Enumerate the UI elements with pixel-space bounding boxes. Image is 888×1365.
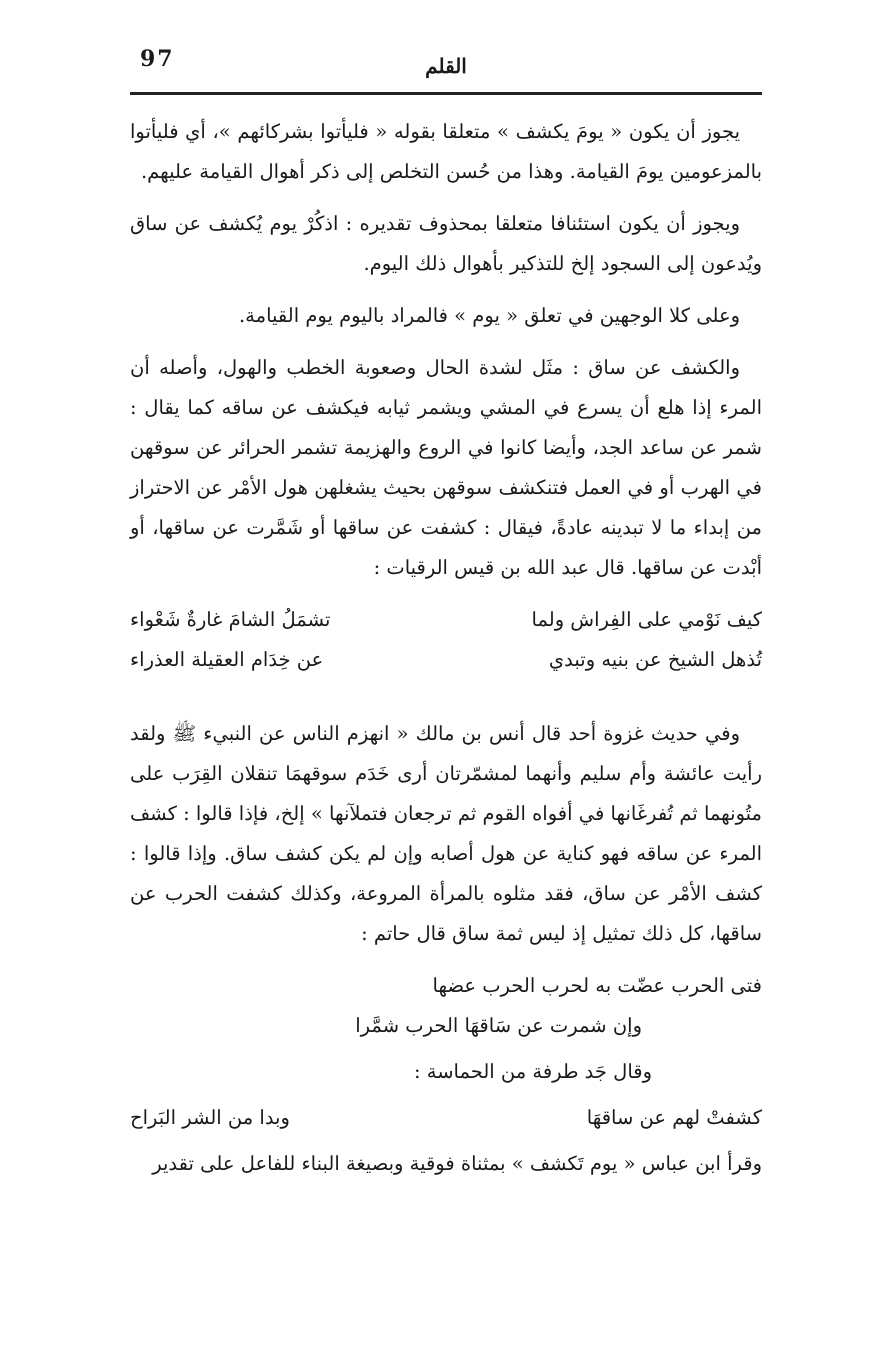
verse-second-hemistich: عن خِدَام العقيلة العذراء bbox=[130, 648, 324, 671]
intro-tarafa: وقال جَد طرفة من الحماسة : bbox=[414, 1060, 652, 1083]
paragraph-2: ويجوز أن يكون استئنافا متعلقا بمحذوف تقديره : اذكُرْ يوم يُكشف عن ساق ويُدعون إلى السجود إلخ للتذكير بأهوال ذلك اليوم. bbox=[130, 212, 762, 275]
header-rule bbox=[130, 92, 762, 95]
running-title: القلم bbox=[425, 54, 467, 78]
page-body bbox=[130, 112, 762, 1184]
last-line: وقرأ ابن عباس « يوم تَكشف » بمثناة فوقية وبصيغة البناء للفاعل على تقدير bbox=[152, 1152, 762, 1175]
page-header bbox=[130, 40, 762, 96]
book-page bbox=[130, 40, 762, 1340]
verse-line bbox=[130, 600, 762, 640]
verse-first-hemistich: تُذهل الشيخ عن بنيه وتبدي bbox=[548, 648, 762, 671]
paragraph-4: والكشف عن ساق : مثَل لشدة الحال وصعوبة الخطب والهول، وأصله أن المرء إذا هلع أن يسرع في المشي ويشمر ثيابه فيكشف عن ساقه كما يقال : شمر عن ساعد الجد، وأيضا كانوا في الروع والهزيمة تشمر الحرائر عن سوقهن في الهرب أو في العمل فتنكشف سوقهن بحيث يشغلهن هول الأمْر عن الاحتراز من إبداء ما لا تبدينه عادةً، فيقال : كشفت عن ساقها أو شَمَّرت عن ساقها، أو أبْدت عن ساقها. قال عبد الله بن قيس الرقيات : bbox=[130, 356, 762, 579]
verse-first-hemistich: كيف نَوْمي على الفِراش ولما bbox=[531, 608, 762, 631]
paragraph-3: وعلى كلا الوجهين في تعلق « يوم » فالمراد باليوم يوم القيامة. bbox=[238, 304, 740, 327]
verse-second-hemistich: وبدا من الشر البَراح bbox=[130, 1106, 290, 1129]
paragraph-hadith: وفي حديث غزوة أحد قال أنس بن مالك « انهزم الناس عن النبيء ﷺ ولقد رأيت عائشة وأم سليم وأنهما لمشمّرتان أرى خَدَم سوقهمَا تنقلان القِرَب على متُونهما ثم تُفرغَانها في أفواه القوم ثم ترجعان فتملآنها » إلخ، فإذا قالوا : كشف المرء عن ساقه فهو كناية عن هول أصابه وإن لم يكن كشف ساق. وإذا قالوا : كشف الأمْر عن ساق، فقد مثلوه بالمرأة المروعة، وكذلك كشفت الحرب عن ساقها، كل ذلك تمثيل إذ ليس ثمة ساق قال حاتم : bbox=[130, 722, 762, 945]
verse-line bbox=[130, 640, 762, 680]
poem-ibn-qays bbox=[130, 600, 762, 680]
verse-hatim-first: فتى الحرب عضّت به لحرب الحرب عضها bbox=[432, 974, 762, 997]
verse-second-hemistich: تشمَلُ الشامَ غارةٌ شَعْواء bbox=[130, 608, 331, 631]
verse-tarafa bbox=[130, 1098, 762, 1138]
page-number: 97 bbox=[140, 46, 175, 72]
verse-first-hemistich: كشفتْ لهم عن ساقهَا bbox=[586, 1106, 762, 1129]
verse-hatim-second: وإن شمرت عن سَاقهَا الحرب شمَّرا bbox=[355, 1014, 642, 1037]
paragraph-1: يجوز أن يكون « يومَ يكشف » متعلقا بقوله « فليأتوا بشركائهم »، أي فليأتوا بالمزعومين يومَ القيامة. وهذا من حُسن التخلص إلى ذكر أهوال القيامة عليهم. bbox=[130, 120, 762, 183]
